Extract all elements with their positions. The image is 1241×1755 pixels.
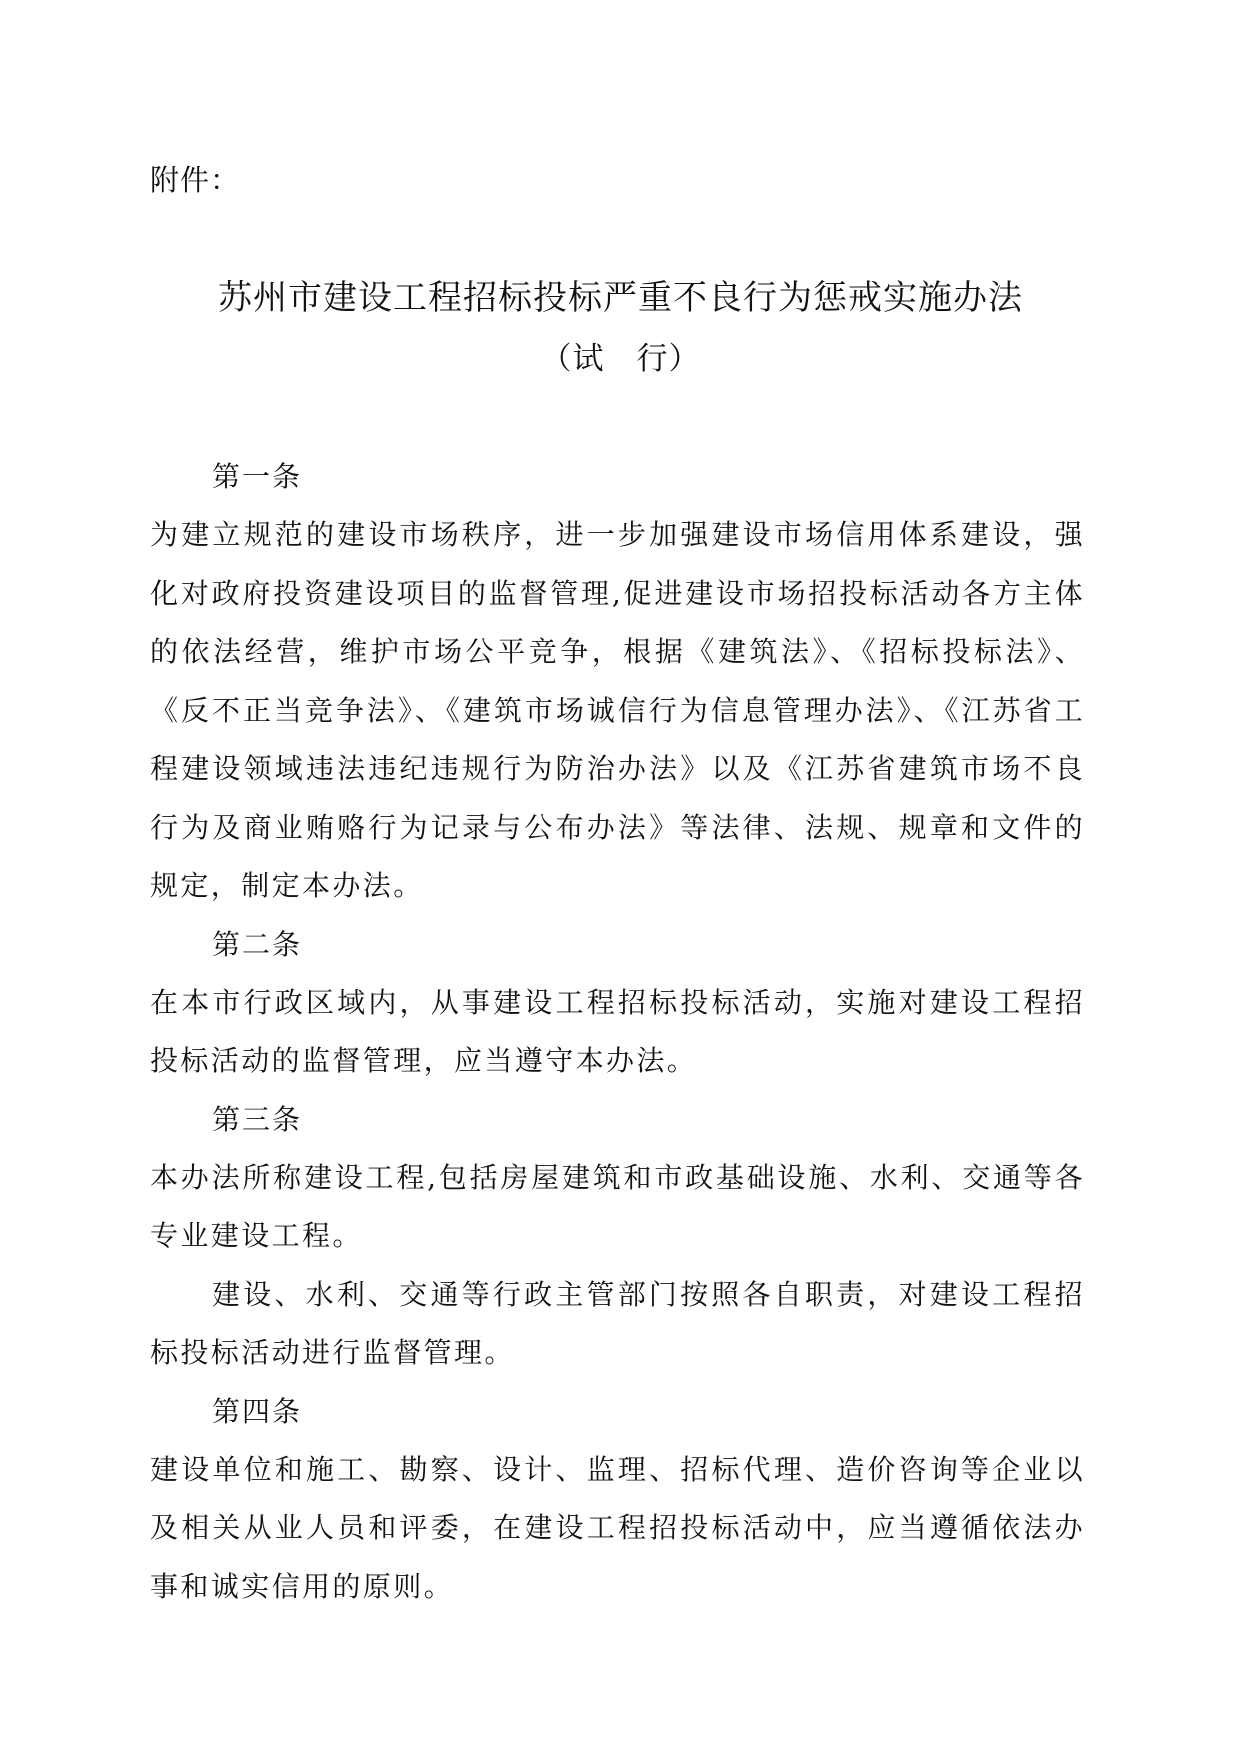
article-paragraph: 建设单位和施工、勘察、设计、监理、招标代理、造价咨询等企业以及相关从业人员和评委，在建设工程招投标活动中，应当遵循依法办事和诚实信用的原则。 (150, 1452, 1085, 1603)
article-paragraph: 本办法所称建设工程,包括房屋建筑和市政基础设施、水利、交通等各专业建设工程。 (150, 1160, 1085, 1252)
article-3 (150, 1091, 1085, 1383)
article-2 (150, 916, 1085, 1091)
article-1 (150, 448, 1085, 916)
article-paragraph: 为建立规范的建设市场秩序，进一步加强建设市场信用体系建设，强化对政府投资建设项目的监督管理,促进建设市场招投标活动各方主体的依法经营，维护市场公平竞争，根据《建筑法》、《招标投标法》、《反不正当竞争法》、《建筑市场诚信行为信息管理办法》、《江苏省工程建设领域违法违纪违规行为防治办法》以及《江苏省建筑市场不良行为及商业贿赂行为记录与公布办法》等法律、法规、规章和文件的规定，制定本办法。 (150, 518, 1085, 902)
article-paragraph: 建设、水利、交通等行政主管部门按照各自职责，对建设工程招标投标活动进行监督管理。 (150, 1277, 1085, 1369)
article-paragraph: 在本市行政区域内，从事建设工程招标投标活动，实施对建设工程招投标活动的监督管理，应当遵守本办法。 (150, 985, 1085, 1077)
document-subtitle: （试 行） (540, 341, 701, 377)
article-heading: 第四条 (212, 1394, 303, 1428)
document-body (150, 448, 1085, 1616)
article-heading: 第三条 (212, 1102, 303, 1136)
article-4 (150, 1383, 1085, 1617)
article-heading: 第一条 (212, 460, 303, 493)
article-heading: 第二条 (212, 927, 303, 961)
attachment-label: 附件： (150, 163, 241, 197)
document-title: 苏州市建设工程招标投标严重不良行为惩戒实施办法 (218, 278, 1023, 318)
